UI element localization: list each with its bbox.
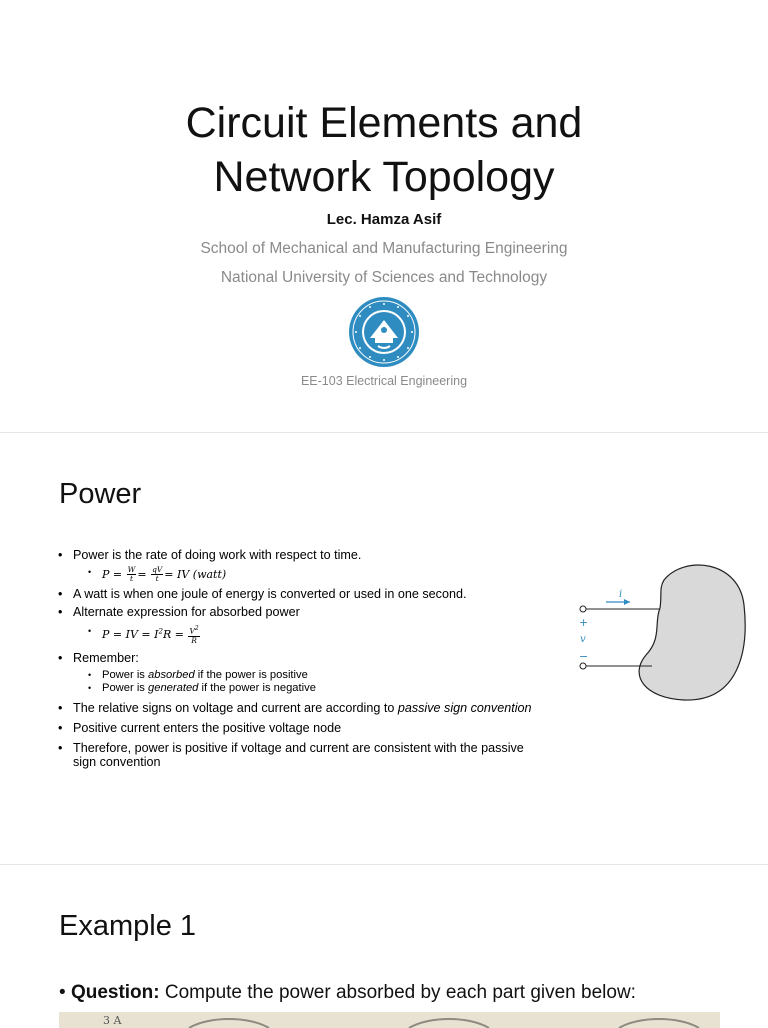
negative-terminal (580, 663, 586, 669)
bullet-watt: • A watt is when one joule of energy is converted or used in one second. (58, 587, 548, 601)
formula-power: • P = $\frac{W}{t}$ = $\frac{qV}{t}$ = IV (watt) (58, 566, 548, 583)
title-line-1: Circuit Elements and (185, 99, 583, 147)
plus-sign: + (579, 616, 589, 629)
power-slide-title: Power (59, 478, 142, 510)
bullet-positive-current: • Positive current enters the positive voltage node (58, 721, 548, 735)
course-code: EE-103 Electrical Engineering (300, 374, 468, 388)
example-circuit-image (59, 1012, 720, 1028)
voltage-label: v (580, 634, 586, 645)
lecturer-name: Lec. Hamza Asif (326, 211, 442, 228)
formula-absorbed-power: • P = IV = $I^2R$ = $\frac{V^2}{R}$ (58, 625, 548, 645)
presentation-title (0, 96, 768, 204)
question-bullet: • Question: Compute the power absorbed by each part given below: (59, 982, 636, 1003)
example-slide-title: Example 1 (59, 910, 197, 942)
bullet-definition: • Power is the rate of doing work with respect to time. (58, 548, 548, 562)
bullet-power-positive: • Therefore, power is positive if voltage and current are consistent with the passive sign convention (58, 741, 548, 769)
example-slide (0, 864, 768, 1027)
circuit-element-blob (639, 565, 745, 700)
school-name: School of Mechanical and Manufacturing Engineering (200, 240, 568, 257)
passive-sign-convention-diagram (574, 560, 754, 710)
current-value-label: 3 A (103, 1014, 122, 1027)
current-label: i (619, 589, 623, 600)
bullet-alternate: • Alternate expression for absorbed power (58, 605, 548, 619)
bullet-remember: • Remember: (58, 651, 548, 665)
minus-sign: − (579, 650, 589, 663)
power-slide (0, 432, 768, 864)
power-bullet-list (58, 548, 548, 769)
sub-bullet-absorbed: • Power is absorbed if the power is positive (58, 669, 548, 682)
positive-terminal (580, 606, 586, 612)
university-name: National University of Sciences and Technology (220, 269, 548, 286)
title-slide (0, 0, 768, 432)
title-line-2: Network Topology (213, 153, 555, 201)
sub-bullet-generated: • Power is generated if the power is negative (58, 682, 548, 695)
bullet-sign-convention: • The relative signs on voltage and current are according to passive sign convention (58, 701, 548, 715)
university-logo-icon (348, 296, 420, 368)
